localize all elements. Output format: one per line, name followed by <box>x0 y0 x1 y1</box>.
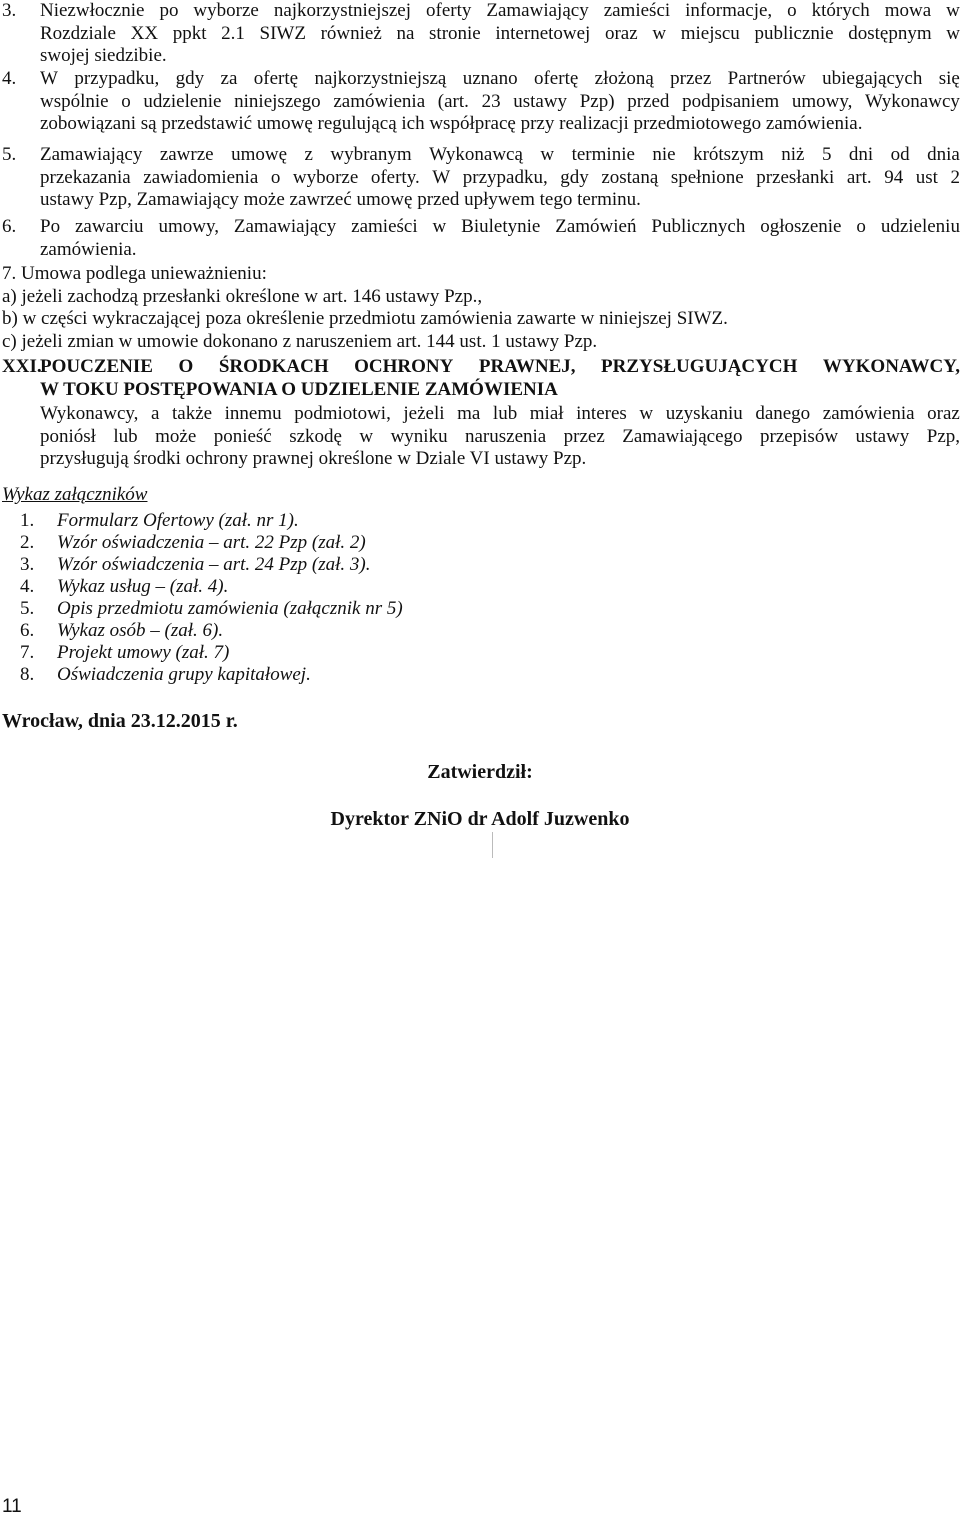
word: SIWZ <box>259 22 306 44</box>
word: w <box>639 403 654 424</box>
section-title-line-2: W TOKU POSTĘPOWANIA O UDZIELENIE ZAMÓWIENIA <box>40 378 558 400</box>
item-4-line-3: zobowiązani są przedstawić umowę regulującą ich współpracę przy realizacji przedmiotowego zamówienia. <box>40 113 863 134</box>
word: 2.1 <box>221 22 245 44</box>
attachment-title: Wykaz usług – (zał. 4). <box>57 576 229 597</box>
word: zamieści <box>603 0 671 21</box>
attachment-number: 8. <box>20 664 35 685</box>
word: innemu <box>224 403 282 424</box>
word: ma <box>457 403 481 424</box>
word: w <box>540 144 555 165</box>
word: niż <box>781 144 805 165</box>
list-item-7 <box>2 263 960 353</box>
item-7-heading: 7. Umowa podlega unieważnieniu: <box>2 263 267 284</box>
word: dostępnym <box>848 22 932 44</box>
word: o <box>121 90 131 112</box>
word: wyniku <box>390 425 448 447</box>
word: PRZYSŁUGUJĄCYCH <box>601 356 798 377</box>
word: miał <box>529 403 564 424</box>
word: zawarciu <box>74 216 144 237</box>
word: interes <box>576 403 627 424</box>
word: art. <box>846 166 872 188</box>
attachment-item <box>0 598 960 620</box>
word: ustawy <box>513 90 568 112</box>
word: oraz <box>604 22 638 44</box>
word: 2 <box>950 166 960 188</box>
word: przez <box>563 425 605 447</box>
word: oferty <box>426 0 472 21</box>
word: wyborze <box>193 0 259 21</box>
word: poniósł <box>40 425 96 447</box>
word: ppkt <box>172 22 207 44</box>
word: Zamawiający <box>40 144 143 165</box>
word: jeżeli <box>403 403 445 424</box>
word: się <box>938 68 960 89</box>
word: ust <box>915 166 938 188</box>
item-4-line-1 <box>40 68 960 91</box>
word: przekazania <box>40 166 131 188</box>
word: Rozdziale <box>40 22 116 44</box>
word: w <box>946 0 960 21</box>
word: najkorzystniejszej <box>273 0 412 21</box>
word: zawrze <box>159 144 214 165</box>
word: niniejszego <box>234 90 321 112</box>
page-number: 11 <box>2 1496 22 1517</box>
attachment-number: 3. <box>20 554 35 575</box>
item-6-line-2: zamówienia. <box>40 238 137 260</box>
word: wyborze <box>292 166 359 188</box>
item-3-line-2 <box>40 23 960 46</box>
attachment-title: Oświadczenia grupy kapitałowej. <box>57 664 311 685</box>
word: lub <box>113 425 138 447</box>
word: lub <box>492 403 518 424</box>
word: Wykonawcy, <box>40 403 139 424</box>
attachment-number: 4. <box>20 576 35 597</box>
approved-label: Zatwierdził: <box>427 761 533 783</box>
word: POUCZENIE <box>40 356 153 377</box>
word: naruszenia <box>465 425 547 447</box>
word: wspólnie <box>40 90 109 112</box>
word: dnia <box>927 144 960 165</box>
word: informacje, <box>685 0 773 21</box>
word: w <box>946 22 960 44</box>
word: oferty. <box>370 166 420 188</box>
attachment-title: Projekt umowy (zał. 7) <box>57 642 230 663</box>
word: a <box>150 403 160 424</box>
word: również <box>320 22 382 44</box>
item-7-b: b) w części wykraczającej poza określenie przedmiotu zamówienia zawarte w niniejszej SIWZ. <box>2 308 728 329</box>
word: 94 <box>884 166 904 188</box>
word: Zamawiający <box>233 216 337 237</box>
word: spełnione <box>670 166 744 188</box>
item-3-line-3: swojej siedzibie. <box>40 45 167 66</box>
attachment-item <box>0 554 960 576</box>
word: zamówienia <box>333 90 426 112</box>
section-para-line-2 <box>40 426 960 449</box>
word: umowy, <box>791 90 853 112</box>
word: zostaną <box>601 166 659 188</box>
attachment-item <box>0 510 960 532</box>
attachment-title: Wzór oświadczenia – art. 24 Pzp (zał. 3). <box>57 554 371 575</box>
attachment-number: 7. <box>20 642 35 663</box>
item-5-line-1 <box>40 144 960 167</box>
word: gdy <box>175 68 205 89</box>
word: stronie <box>429 22 481 44</box>
attachment-title: Formularz Ofertowy (zał. nr 1). <box>57 510 299 531</box>
item-6-line-1 <box>40 216 960 239</box>
word: wybranym <box>330 144 412 165</box>
word: przed <box>627 90 670 112</box>
attachment-title: Wykaz osób – (zał. 6). <box>57 620 224 641</box>
word: Pzp) <box>579 90 615 112</box>
place-and-date: Wrocław, dnia 23.12.2015 r. <box>2 710 238 732</box>
word: złożoną <box>594 68 654 89</box>
word: oraz <box>927 403 960 424</box>
word: O <box>178 356 194 377</box>
word: których <box>811 0 870 21</box>
word: danego <box>755 403 811 424</box>
word: ŚRODKACH <box>218 356 329 377</box>
word: po <box>159 0 179 21</box>
word: zamieści <box>351 216 418 237</box>
word: najkorzystniejszą <box>314 68 447 89</box>
word: OCHRONY <box>354 356 454 377</box>
word: zamówienia <box>822 403 915 424</box>
word: gdy <box>560 166 589 188</box>
item-5-line-2 <box>40 167 960 190</box>
item-5-line-3: ustawy Pzp, Zamawiający może zawrzeć umowę przed upływem tego terminu. <box>40 189 641 210</box>
word: Po <box>40 216 61 237</box>
list-item-4 <box>0 68 960 136</box>
word: może <box>155 425 197 447</box>
word: udzielenie <box>143 90 222 112</box>
attachment-item <box>0 642 960 664</box>
word: internetowej <box>495 22 591 44</box>
word: umowę <box>231 144 287 165</box>
word: Biuletynie <box>461 216 541 237</box>
section-xxi-paragraph <box>0 403 960 471</box>
word: przesłanki <box>756 166 835 188</box>
attachment-item <box>0 620 960 642</box>
word: WYKONAWCY, <box>822 356 960 377</box>
word: także <box>172 403 213 424</box>
word: mowa <box>884 0 932 21</box>
word: na <box>396 22 415 44</box>
section-xxi-heading <box>0 356 960 401</box>
word: od <box>890 144 910 165</box>
word: W <box>432 166 451 188</box>
section-para-line-3: przysługują środki ochrony prawnej określone w Dziale VI ustawy Pzp. <box>40 448 587 469</box>
word: w <box>432 216 447 237</box>
word: przypadku, <box>462 166 548 188</box>
word: 23 <box>481 90 501 112</box>
word: podpisaniem <box>682 90 780 112</box>
attachment-title: Opis przedmiotu zamówienia (załącznik nr 5) <box>57 598 403 619</box>
attachment-number: 2. <box>20 532 35 553</box>
attachments-heading: Wykaz załączników <box>2 484 148 505</box>
item-number: 6. <box>2 216 17 237</box>
word: Pzp, <box>926 425 960 447</box>
word: krótszym <box>693 144 764 165</box>
word: w <box>359 425 374 447</box>
list-item-3 <box>0 0 960 68</box>
word: W <box>40 68 58 89</box>
word: uzyskaniu <box>665 403 743 424</box>
word: Niezwłocznie <box>40 0 145 21</box>
word: (art. <box>437 90 469 112</box>
word: ofertę <box>533 68 579 89</box>
word: o <box>787 0 797 21</box>
word: ogłoszenie <box>760 216 842 237</box>
word: nie <box>652 144 676 165</box>
word: Zamówień <box>555 216 637 237</box>
section-title-line-1 <box>40 356 960 379</box>
item-3-line-1 <box>40 0 960 23</box>
word: przypadku, <box>74 68 160 89</box>
attachment-number: 6. <box>20 620 35 641</box>
item-4-line-2 <box>40 91 960 114</box>
text-cursor-mark <box>492 832 493 858</box>
word: Wykonawcą <box>429 144 523 165</box>
word: Zamawiającego <box>622 425 743 447</box>
word: szkodę <box>289 425 342 447</box>
word: za <box>220 68 238 89</box>
item-number: 3. <box>2 0 17 21</box>
word: zawiadomienia <box>143 166 259 188</box>
word: o <box>856 216 866 237</box>
word: PRAWNEJ, <box>478 356 576 377</box>
word: ponieść <box>213 425 272 447</box>
item-7-a: a) jeżeli zachodzą przesłanki określone w art. 146 ustawy Pzp., <box>2 285 483 307</box>
word: dni <box>848 144 874 165</box>
section-para-line-1 <box>40 403 960 426</box>
attachment-item <box>0 664 960 686</box>
attachment-title: Wzór oświadczenia – art. 22 Pzp (zał. 2) <box>57 532 366 553</box>
item-number: 4. <box>2 68 17 89</box>
word: ustawy <box>855 425 910 447</box>
word: o <box>270 166 281 188</box>
word: Wykonawcy <box>865 90 960 112</box>
word: Zamawiający <box>486 0 589 21</box>
section-number: XXI. <box>2 356 42 377</box>
list-item-6 <box>0 216 960 261</box>
word: w <box>652 22 667 44</box>
word: uznano <box>462 68 518 89</box>
word: przez <box>670 68 712 89</box>
word: podmiotowi, <box>294 403 391 424</box>
word: XX <box>130 22 159 44</box>
word: ubiegających <box>822 68 923 89</box>
attachment-number: 5. <box>20 598 35 619</box>
word: udzieleniu <box>880 216 960 237</box>
word: terminie <box>571 144 635 165</box>
list-item-5 <box>0 144 960 212</box>
item-number: 5. <box>2 144 17 165</box>
word: miejscu <box>680 22 740 44</box>
attachment-item <box>0 576 960 598</box>
word: ofertę <box>253 68 299 89</box>
word: Publicznych <box>651 216 746 237</box>
word: przepisów <box>759 425 839 447</box>
signer-name: Dyrektor ZNiO dr Adolf Juzwenko <box>330 808 630 830</box>
word: 5 <box>821 144 832 165</box>
item-7-c: c) jeżeli zmian w umowie dokonano z naruszeniem art. 144 ust. 1 ustawy Pzp. <box>2 330 598 352</box>
attachment-item <box>0 532 960 554</box>
word: publicznie <box>754 22 834 44</box>
word: Partnerów <box>727 68 806 89</box>
attachment-number: 1. <box>20 510 35 531</box>
word: z <box>304 144 313 165</box>
word: umowy, <box>158 216 219 237</box>
